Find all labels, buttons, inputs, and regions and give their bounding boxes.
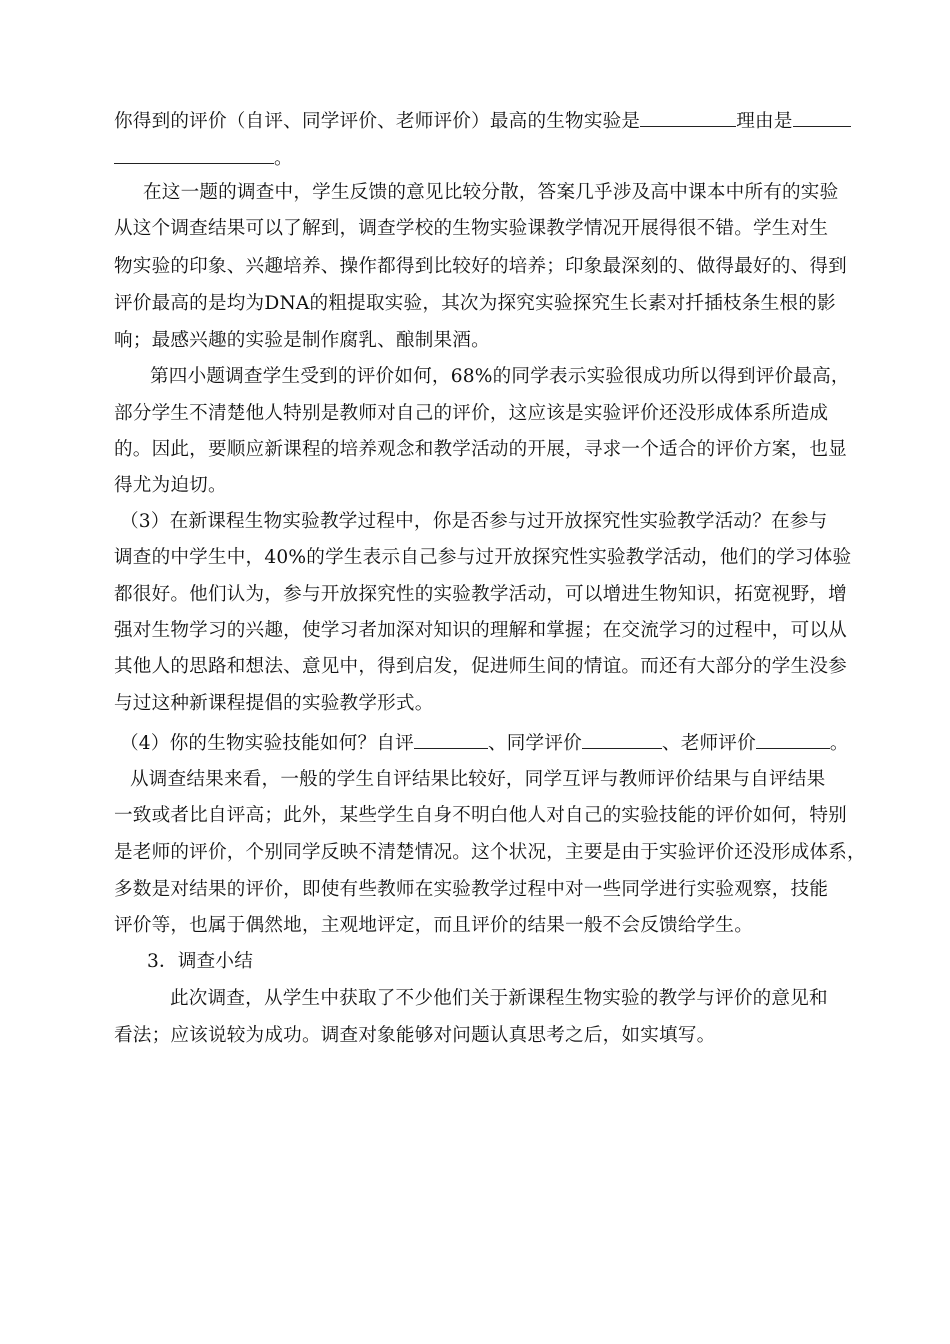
question-text: 、老师评价 <box>661 733 756 754</box>
question-text: 理由是 <box>736 111 793 132</box>
paragraph-line: 从调查结果来看，一般的学生自评结果比较好，同学互评与教师评价结果与自评结果 <box>130 769 826 790</box>
paragraph-line: 在这一题的调查中，学生反馈的意见比较分散，答案几乎涉及高中课本中所有的实验 <box>143 182 839 203</box>
paragraph-line: 第四小题调查学生受到的评价如何，68%的同学表示实验很成功所以得到评价最高， <box>150 366 850 387</box>
answer-blank[interactable] <box>640 104 736 127</box>
question-text: （4）你的生物实验技能如何？自评 <box>120 733 414 754</box>
paragraph-line: 评价等，也属于偶然地，主观地评定，而且评价的结果一般不会反馈给学生。 <box>114 915 753 936</box>
question-text: 。 <box>274 148 293 169</box>
paragraph-line: 看法；应该说较为成功。调查对象能够对问题认真思考之后，如实填写。 <box>114 1025 716 1046</box>
paragraph-line: 是老师的评价，个别同学反映不清楚情况。这个状况，主要是由于实验评价还没形成体系， <box>114 842 866 863</box>
paragraph-line: （3）在新课程生物实验教学过程中，你是否参与过开放探究性实验教学活动？在参与 <box>120 511 828 532</box>
paragraph-line: 强对生物学习的兴趣，使学习者加深对知识的理解和掌握；在交流学习的过程中，可以从 <box>114 620 847 641</box>
paragraph-line: 此次调查，从学生中获取了不少他们关于新课程生物实验的教学与评价的意见和 <box>170 988 828 1009</box>
paragraph-line: 调查的中学生中，40%的学生表示自己参与过开放探究性实验教学活动，他们的学习体验 <box>114 547 852 568</box>
paragraph-line: 一致或者比自评高；此外，某些学生自身不明白他人对自己的实验技能的评价如何，特别 <box>114 805 847 826</box>
peer-eval-blank[interactable] <box>582 726 662 749</box>
section-heading: 3．调查小结 <box>147 951 253 972</box>
paragraph-line: 都很好。他们认为，参与开放探究性的实验教学活动，可以增进生物知识，拓宽视野，增 <box>114 584 847 605</box>
paragraph-line: 与过这种新课程提倡的实验教学形式。 <box>114 693 434 714</box>
teacher-eval-blank[interactable] <box>756 726 830 749</box>
paragraph-line: 评价最高的是均为DNA的粗提取实验，其次为探究实验探究生长素对扦插枝条生根的影 <box>114 293 836 314</box>
paragraph-line: 得尤为迫切。 <box>114 475 227 496</box>
paragraph-line: 物实验的印象、兴趣培养、操作都得到比较好的培养；印象最深刻的、做得最好的、得到 <box>114 256 847 277</box>
paragraph-line: 响；最感兴趣的实验是制作腐乳、酿制果酒。 <box>114 330 490 351</box>
question-line <box>114 104 844 138</box>
question-line <box>114 141 844 175</box>
paragraph-line: 从这个调查结果可以了解到，调查学校的生物实验课教学情况开展得很不错。学生对生 <box>114 218 829 239</box>
question-text: 。 <box>829 733 849 754</box>
paragraph-line: 多数是对结果的评价，即使有些教师在实验教学过程中对一些同学进行实验观察，技能 <box>114 879 829 900</box>
reason-blank-continued[interactable] <box>114 141 274 164</box>
reason-blank[interactable] <box>793 104 851 127</box>
self-eval-blank[interactable] <box>414 726 488 749</box>
paragraph-line: 的。因此，要顺应新课程的培养观念和教学活动的开展，寻求一个适合的评价方案，也显 <box>114 439 847 460</box>
paragraph-line: 部分学生不清楚他人特别是教师对自己的评价，这应该是实验评价还没形成体系所造成 <box>114 403 829 424</box>
question-line <box>120 726 849 760</box>
question-text: 、同学评价 <box>487 733 582 754</box>
question-text: 你得到的评价（自评、同学评价、老师评价）最高的生物实验是 <box>114 111 641 132</box>
paragraph-line: 其他人的思路和想法、意见中，得到启发，促进师生间的情谊。而还有大部分的学生没参 <box>114 656 847 677</box>
